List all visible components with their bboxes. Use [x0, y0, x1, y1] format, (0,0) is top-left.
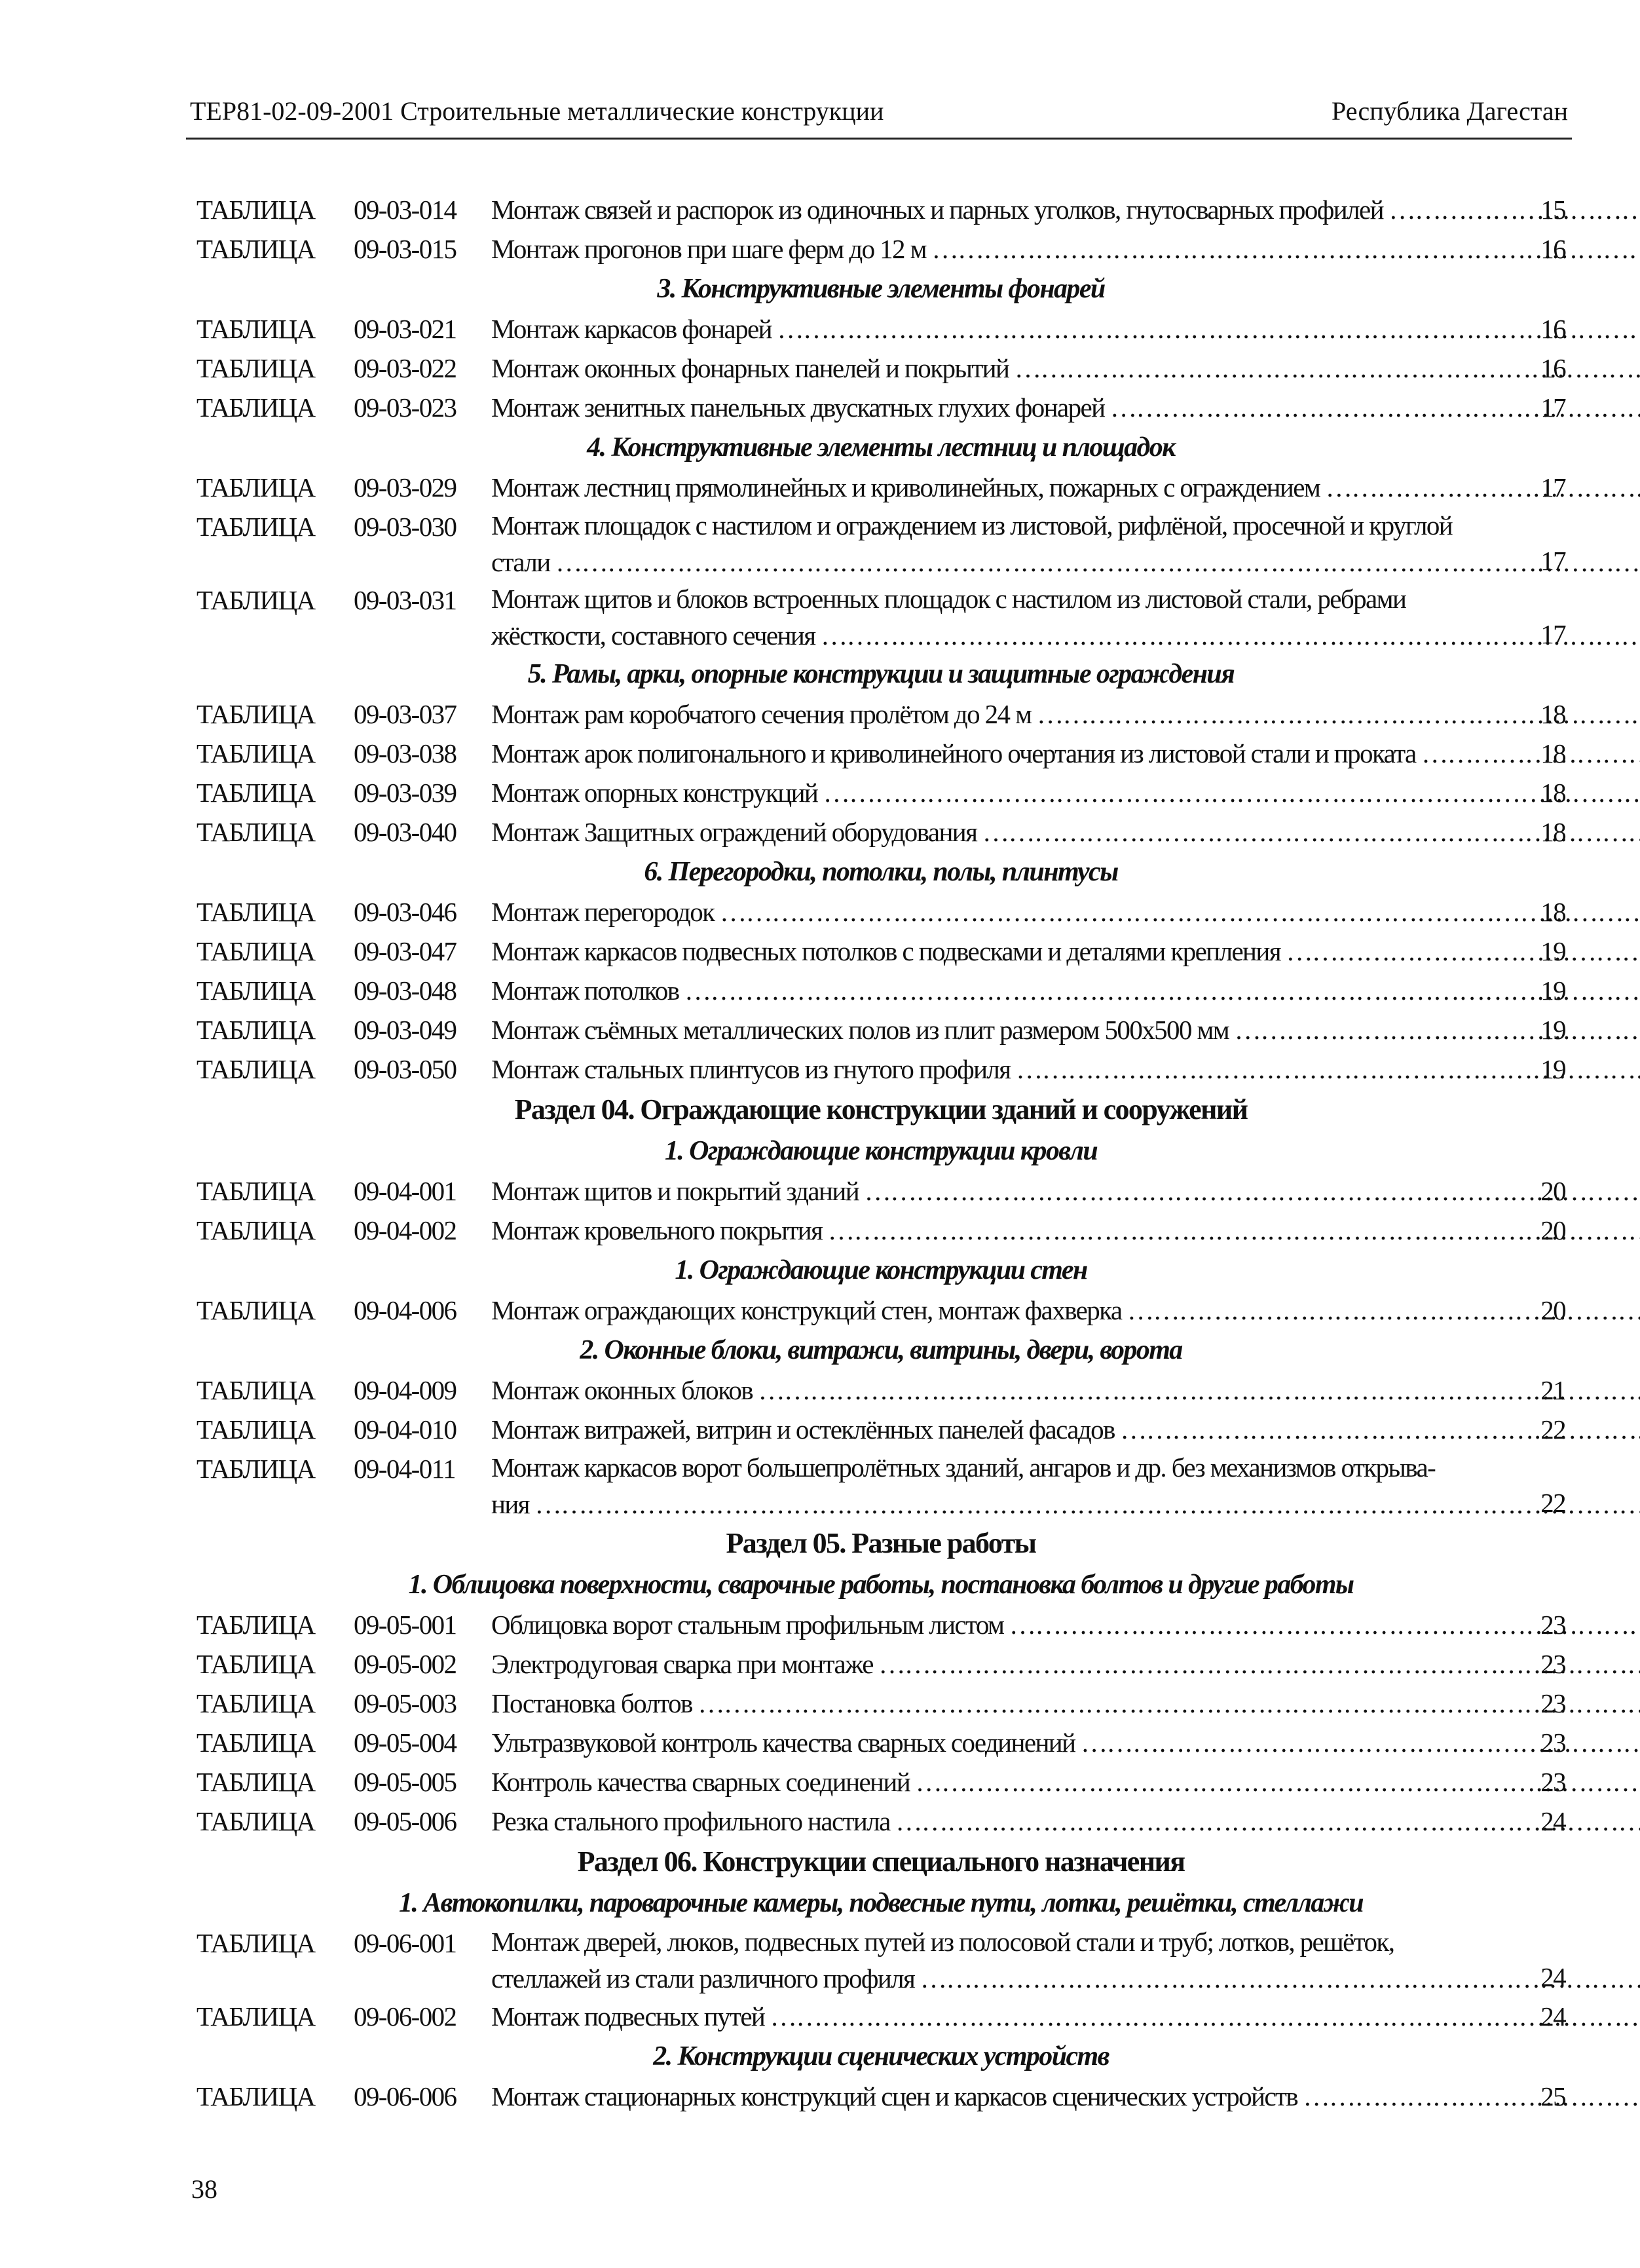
- toc-entry-table-label: ТАБЛИЦА: [196, 1215, 315, 1245]
- toc-entry-title: [491, 468, 1640, 507]
- toc-entry-code: 09-03-048: [354, 975, 457, 1006]
- toc-entry: [196, 1997, 1565, 2036]
- toc-entry-title-line: стали: [491, 547, 550, 577]
- toc-entry: [196, 388, 1565, 427]
- toc-entry-table-label: ТАБЛИЦА: [196, 897, 315, 927]
- leader-dots: [753, 1375, 1640, 1405]
- toc-entry-code: 09-06-002: [354, 2001, 457, 2032]
- toc-entry-title-line: Монтаж зенитных панельных двускатных глухих фонарей: [491, 392, 1105, 423]
- toc-entry-code: 09-03-039: [354, 778, 457, 808]
- header-document-title: ТЕР81-02-09-2001 Строительные металлические конструкции: [190, 96, 884, 126]
- header-region: Республика Дагестан: [1332, 96, 1568, 126]
- subsection-heading: 1. Автокопилки, пароварочные камеры, подвесные пути, лотки, решётки, стеллажи: [398, 1888, 1363, 1918]
- toc-entry-table-label: ТАБЛИЦА: [196, 1414, 315, 1445]
- toc-entry-page: 25: [1540, 2081, 1565, 2111]
- toc-entry-code: 09-03-029: [354, 472, 457, 502]
- toc-entry-code: 09-03-030: [354, 512, 457, 542]
- toc-entry-code: 09-04-011: [354, 1454, 455, 1484]
- toc-entry-code: 09-03-047: [354, 936, 457, 966]
- toc-entry-table-label: ТАБЛИЦА: [196, 234, 315, 264]
- subsection-heading: 6. Перегородки, потолки, полы, плинтусы: [644, 857, 1118, 887]
- toc-entry-page: 23: [1540, 1728, 1565, 1758]
- toc-entry-title-line: Монтаж витражей, витрин и остеклённых панелей фасадов: [491, 1414, 1115, 1445]
- toc-entry-table-label: ТАБЛИЦА: [196, 2001, 315, 2032]
- toc-entry-title: [491, 812, 1640, 852]
- toc-entry-page: 23: [1540, 1610, 1565, 1640]
- toc-entry-title-line: Монтаж ограждающих конструкций стен, монтаж фахверка: [491, 1295, 1122, 1325]
- leader-dots: [817, 778, 1640, 808]
- toc-entry: [196, 2077, 1565, 2116]
- toc-entry-title-line: ния: [491, 1489, 529, 1519]
- leader-dots: [772, 314, 1640, 344]
- toc-entry-table-label: ТАБЛИЦА: [196, 2081, 315, 2111]
- toc-entry-table-label: ТАБЛИЦА: [196, 1928, 315, 1958]
- toc-entry-title-line: Монтаж щитов и покрытий зданий: [491, 1176, 859, 1206]
- leader-dots: [550, 547, 1640, 577]
- toc-entry: [196, 1010, 1565, 1049]
- toc-entry-code: 09-06-006: [354, 2081, 457, 2111]
- toc-entry-title: [491, 734, 1640, 773]
- toc-entry-page: 24: [1540, 1962, 1565, 1992]
- toc-entry-title: [491, 932, 1640, 971]
- subsection-heading: 1. Ограждающие конструкции стен: [675, 1255, 1087, 1285]
- toc-entry-title: [491, 1049, 1640, 1089]
- toc-entry-page: 18: [1540, 817, 1565, 847]
- leader-dots: [815, 620, 1640, 651]
- toc-entry-title-line: Монтаж опорных конструкций: [491, 778, 818, 808]
- toc-entry-table-label: ТАБЛИЦА: [196, 1688, 315, 1718]
- toc-entry-table-label: ТАБЛИЦА: [196, 817, 315, 847]
- toc-entry-code: 09-04-006: [354, 1295, 457, 1325]
- toc-entry-table-label: ТАБЛИЦА: [196, 1610, 315, 1640]
- toc-entry-title: [491, 1449, 1640, 1522]
- toc-entry-title-line: жёсткости, составного сечения: [491, 620, 815, 651]
- toc-entry-title-line: Монтаж каркасов фонарей: [491, 314, 772, 344]
- toc-entry-title: [491, 1291, 1640, 1330]
- running-header: [186, 92, 1572, 140]
- toc-entry: [196, 190, 1565, 229]
- toc-entry-page: 18: [1540, 738, 1565, 768]
- toc-entry: [196, 694, 1565, 734]
- toc-entry-page: 19: [1540, 936, 1565, 966]
- toc-entry-page: 23: [1540, 1649, 1565, 1679]
- toc-entry-title-line: Ультразвуковой контроль качества сварных соединений: [491, 1728, 1075, 1758]
- toc-entry: [196, 1370, 1565, 1410]
- toc-entry: [196, 1605, 1565, 1644]
- toc-entry-table-label: ТАБЛИЦА: [196, 1806, 315, 1836]
- toc-entry: [196, 309, 1565, 349]
- leader-dots: [1280, 936, 1640, 966]
- toc-entry-page: 18: [1540, 778, 1565, 808]
- toc-entry-code: 09-06-001: [354, 1928, 457, 1958]
- toc-entry-code: 09-03-037: [354, 699, 457, 729]
- toc-entry-table-label: ТАБЛИЦА: [196, 1295, 315, 1325]
- toc-entry-code: 09-05-003: [354, 1688, 457, 1718]
- toc-entry: [196, 229, 1565, 269]
- toc-entry-title: [491, 1010, 1640, 1049]
- toc-entry-title: [491, 1923, 1640, 1997]
- toc-entry: [196, 1049, 1565, 1089]
- toc-entry-code: 09-03-049: [354, 1015, 457, 1045]
- toc-entry-page: 20: [1540, 1295, 1565, 1325]
- toc-entry-title-line: Резка стального профильного настила: [491, 1806, 890, 1836]
- page-number: 38: [191, 2174, 217, 2204]
- toc-entry-page: 17: [1540, 392, 1565, 423]
- toc-entry-title-line: Электродуговая сварка при монтаже: [491, 1649, 873, 1679]
- toc-entry: [196, 1449, 1565, 1522]
- toc-entry-title: [491, 892, 1640, 932]
- toc-entry-code: 09-03-031: [354, 585, 457, 615]
- leader-dots: [822, 1215, 1640, 1245]
- toc-entry-code: 09-05-005: [354, 1767, 457, 1797]
- toc-entry-code: 09-04-010: [354, 1414, 457, 1445]
- subsection-heading: 1. Ограждающие конструкции кровли: [664, 1136, 1098, 1166]
- toc-entry-title: [491, 773, 1640, 812]
- toc-entry: [196, 580, 1565, 654]
- toc-entry-page: 20: [1540, 1215, 1565, 1245]
- toc-entry-table-label: ТАБЛИЦА: [196, 738, 315, 768]
- toc-entry-title: [491, 229, 1640, 269]
- toc-entry-code: 09-05-006: [354, 1806, 457, 1836]
- toc-entry: [196, 1211, 1565, 1250]
- leader-dots: [1229, 1015, 1640, 1045]
- toc-entry-page: 19: [1540, 975, 1565, 1006]
- leader-dots: [715, 897, 1640, 927]
- toc-entry-table-label: ТАБЛИЦА: [196, 1054, 315, 1084]
- toc-entry-table-label: ТАБЛИЦА: [196, 1015, 315, 1045]
- toc-entry-page: 17: [1540, 546, 1565, 576]
- toc-entry-table-label: ТАБЛИЦА: [196, 975, 315, 1006]
- toc-entry-table-label: ТАБЛИЦА: [196, 392, 315, 423]
- toc-entry-table-label: ТАБЛИЦА: [196, 1454, 315, 1484]
- leader-dots: [679, 975, 1640, 1006]
- toc-entry-code: 09-03-023: [354, 392, 457, 423]
- toc-entry-title-line: Монтаж съёмных металлических полов из плит размером 500х500 мм: [491, 1015, 1229, 1045]
- toc-entry-code: 09-05-001: [354, 1610, 457, 1640]
- toc-entry-table-label: ТАБЛИЦА: [196, 472, 315, 502]
- toc-entry: [196, 1923, 1565, 1997]
- toc-entry-title: [491, 1605, 1640, 1644]
- toc-entry-title: [491, 349, 1640, 388]
- toc-entry-page: 17: [1540, 619, 1565, 649]
- toc-entry-table-label: ТАБЛИЦА: [196, 699, 315, 729]
- toc-entry-title-line: Монтаж прогонов при шаге ферм до 12 м: [491, 234, 926, 264]
- toc-entry: [196, 1723, 1565, 1762]
- toc-entry-title-line: Монтаж лестниц прямолинейных и криволинейных, пожарных с ограждением: [491, 472, 1320, 502]
- toc-entry-title-line: Монтаж кровельного покрытия: [491, 1215, 823, 1245]
- toc-entry-page: 18: [1540, 897, 1565, 927]
- toc-entry-title-line: Монтаж Защитных ограждений оборудования: [491, 817, 977, 847]
- toc-entry: [196, 1644, 1565, 1684]
- toc-entry: [196, 932, 1565, 971]
- toc-entry-title: [491, 1644, 1640, 1684]
- toc-entry: [196, 734, 1565, 773]
- toc-entry-code: 09-03-022: [354, 353, 457, 383]
- toc-entry: [196, 349, 1565, 388]
- toc-entry-title-line: Постановка болтов: [491, 1688, 692, 1718]
- toc-entry-table-label: ТАБЛИЦА: [196, 778, 315, 808]
- toc-entry-page: 20: [1540, 1176, 1565, 1206]
- toc-entry-table-label: ТАБЛИЦА: [196, 1176, 315, 1206]
- toc-entry-table-label: ТАБЛИЦА: [196, 512, 315, 542]
- toc-entry-title-line: Монтаж щитов и блоков встроенных площадок с настилом из листовой стали, ребрами: [491, 584, 1406, 614]
- toc-entry-code: 09-03-046: [354, 897, 457, 927]
- toc-entry-table-label: ТАБЛИЦА: [196, 585, 315, 615]
- toc-entry-page: 16: [1540, 234, 1565, 264]
- toc-entry: [196, 971, 1565, 1010]
- toc-entry-title-line: Монтаж стальных плинтусов из гнутого профиля: [491, 1054, 1011, 1084]
- toc-entry-page: 22: [1540, 1414, 1565, 1445]
- toc-entry-code: 09-03-014: [354, 195, 457, 225]
- toc-entry-title-line: Монтаж подвесных путей: [491, 2001, 765, 2032]
- toc-entry-code: 09-03-050: [354, 1054, 457, 1084]
- toc-entry: [196, 468, 1565, 507]
- toc-entry-page: 19: [1540, 1054, 1565, 1084]
- toc-entry: [196, 1291, 1565, 1330]
- toc-entry: [196, 1802, 1565, 1841]
- toc-entry-page: 18: [1540, 699, 1565, 729]
- toc-entry-page: 16: [1540, 314, 1565, 344]
- toc-entry: [196, 1762, 1565, 1802]
- toc-entry: [196, 507, 1565, 580]
- toc-entry-code: 09-05-002: [354, 1649, 457, 1679]
- toc-entry-title-line: Контроль качества сварных соединений: [491, 1767, 910, 1797]
- table-of-contents: [196, 190, 1565, 2116]
- toc-entry-page: 22: [1540, 1488, 1565, 1518]
- toc-entry-title: [491, 1684, 1640, 1723]
- toc-entry-page: 24: [1540, 2001, 1565, 2032]
- toc-entry-code: 09-03-015: [354, 234, 457, 264]
- toc-entry-title: [491, 694, 1640, 734]
- toc-entry-table-label: ТАБЛИЦА: [196, 353, 315, 383]
- toc-entry-code: 09-03-021: [354, 314, 457, 344]
- toc-entry-page: 19: [1540, 1015, 1565, 1045]
- leader-dots: [529, 1489, 1640, 1519]
- toc-entry-table-label: ТАБЛИЦА: [196, 1767, 315, 1797]
- toc-entry-page: 15: [1540, 195, 1565, 225]
- section-heading: Раздел 05. Разные работы: [726, 1527, 1036, 1559]
- toc-entry-table-label: ТАБЛИЦА: [196, 1649, 315, 1679]
- toc-entry-title: [491, 971, 1640, 1010]
- toc-entry: [196, 812, 1565, 852]
- subsection-heading: 1. Облицовка поверхности, сварочные работы, постановка болтов и другие работы: [408, 1570, 1354, 1600]
- subsection-heading: 4. Конструктивные элементы лестниц и площадок: [587, 432, 1175, 463]
- toc-entry-page: 21: [1540, 1375, 1565, 1405]
- subsection-heading: 3. Конструктивные элементы фонарей: [657, 274, 1105, 304]
- toc-entry-title: [491, 1171, 1640, 1211]
- section-heading: Раздел 06. Конструкции специального назначения: [577, 1845, 1185, 1878]
- leader-dots: [764, 2001, 1640, 2032]
- section-heading: Раздел 04. Ограждающие конструкции зданий и сооружений: [514, 1093, 1248, 1125]
- toc-entry-title-line: Монтаж каркасов ворот большепролётных зданий, ангаров и др. без механизмов открыва-: [491, 1452, 1436, 1483]
- toc-entry-title: [491, 309, 1640, 349]
- toc-entry-table-label: ТАБЛИЦА: [196, 195, 315, 225]
- toc-entry-title: [491, 1997, 1640, 2036]
- toc-entry-title: [491, 1723, 1640, 1762]
- toc-entry-table-label: ТАБЛИЦА: [196, 1375, 315, 1405]
- toc-entry-title: [491, 1802, 1640, 1841]
- toc-entry-code: 09-05-004: [354, 1728, 457, 1758]
- toc-entry-title: [491, 1211, 1640, 1250]
- toc-entry-title: [491, 507, 1640, 580]
- toc-entry: [196, 1171, 1565, 1211]
- toc-entry-code: 09-03-040: [354, 817, 457, 847]
- leader-dots: [1297, 2081, 1640, 2111]
- subsection-heading: 2. Конструкции сценических устройств: [653, 2041, 1109, 2071]
- toc-entry: [196, 1684, 1565, 1723]
- toc-entry: [196, 1410, 1565, 1449]
- toc-entry-code: 09-04-001: [354, 1176, 457, 1206]
- toc-entry-title-line: Монтаж оконных фонарных панелей и покрытий: [491, 353, 1009, 383]
- toc-entry-title-line: Монтаж связей и распорок из одиночных и парных уголков, гнутосварных профилей: [491, 195, 1383, 225]
- toc-entry-page: 23: [1540, 1767, 1565, 1797]
- toc-entry: [196, 892, 1565, 932]
- toc-entry-code: 09-04-009: [354, 1375, 457, 1405]
- toc-entry-title: [491, 190, 1640, 229]
- toc-entry-table-label: ТАБЛИЦА: [196, 1728, 315, 1758]
- leader-dots: [692, 1688, 1640, 1718]
- toc-entry-title: [491, 1410, 1640, 1449]
- toc-entry-code: 09-04-002: [354, 1215, 457, 1245]
- toc-entry-title-line: стеллажей из стали различного профиля: [491, 1963, 915, 1994]
- toc-entry-title-line: Монтаж перегородок: [491, 897, 715, 927]
- toc-entry-page: 16: [1540, 353, 1565, 383]
- toc-entry-title-line: Монтаж каркасов подвесных потолков с подвесками и деталями крепления: [491, 936, 1280, 966]
- toc-entry-title-line: Монтаж рам коробчатого сечения пролётом до 24 м: [491, 699, 1032, 729]
- leader-dots: [1320, 472, 1640, 502]
- toc-entry-page: 17: [1540, 472, 1565, 502]
- toc-entry-title-line: Монтаж площадок с настилом и ограждением из листовой, рифлёной, просечной и круглой: [491, 510, 1453, 540]
- toc-entry-table-label: ТАБЛИЦА: [196, 936, 315, 966]
- toc-entry-title: [491, 388, 1640, 427]
- toc-entry-page: 23: [1540, 1688, 1565, 1718]
- toc-entry-title-line: Монтаж стационарных конструкций сцен и каркасов сценических устройств: [491, 2081, 1298, 2111]
- toc-entry-title: [491, 2077, 1640, 2116]
- subsection-heading: 2. Оконные блоки, витражи, витрины, двери, ворота: [580, 1335, 1182, 1365]
- leader-dots: [1383, 195, 1640, 225]
- toc-entry-title-line: Монтаж оконных блоков: [491, 1375, 753, 1405]
- toc-entry-title: [491, 1370, 1640, 1410]
- toc-entry-code: 09-03-038: [354, 738, 457, 768]
- toc-entry-title-line: Монтаж дверей, люков, подвесных путей из полосовой стали и труб; лотков, решёток,: [491, 1927, 1394, 1957]
- toc-entry-page: 24: [1540, 1806, 1565, 1836]
- toc-entry: [196, 773, 1565, 812]
- toc-entry-title-line: Монтаж арок полигонального и криволинейного очертания из листовой стали и проката: [491, 738, 1416, 768]
- subsection-heading: 5. Рамы, арки, опорные конструкции и защитные ограждения: [527, 659, 1235, 689]
- toc-entry-title-line: Монтаж потолков: [491, 975, 679, 1006]
- toc-entry-title: [491, 580, 1640, 654]
- toc-entry-title-line: Облицовка ворот стальным профильным листом: [491, 1610, 1004, 1640]
- toc-entry-title: [491, 1762, 1640, 1802]
- toc-entry-table-label: ТАБЛИЦА: [196, 314, 315, 344]
